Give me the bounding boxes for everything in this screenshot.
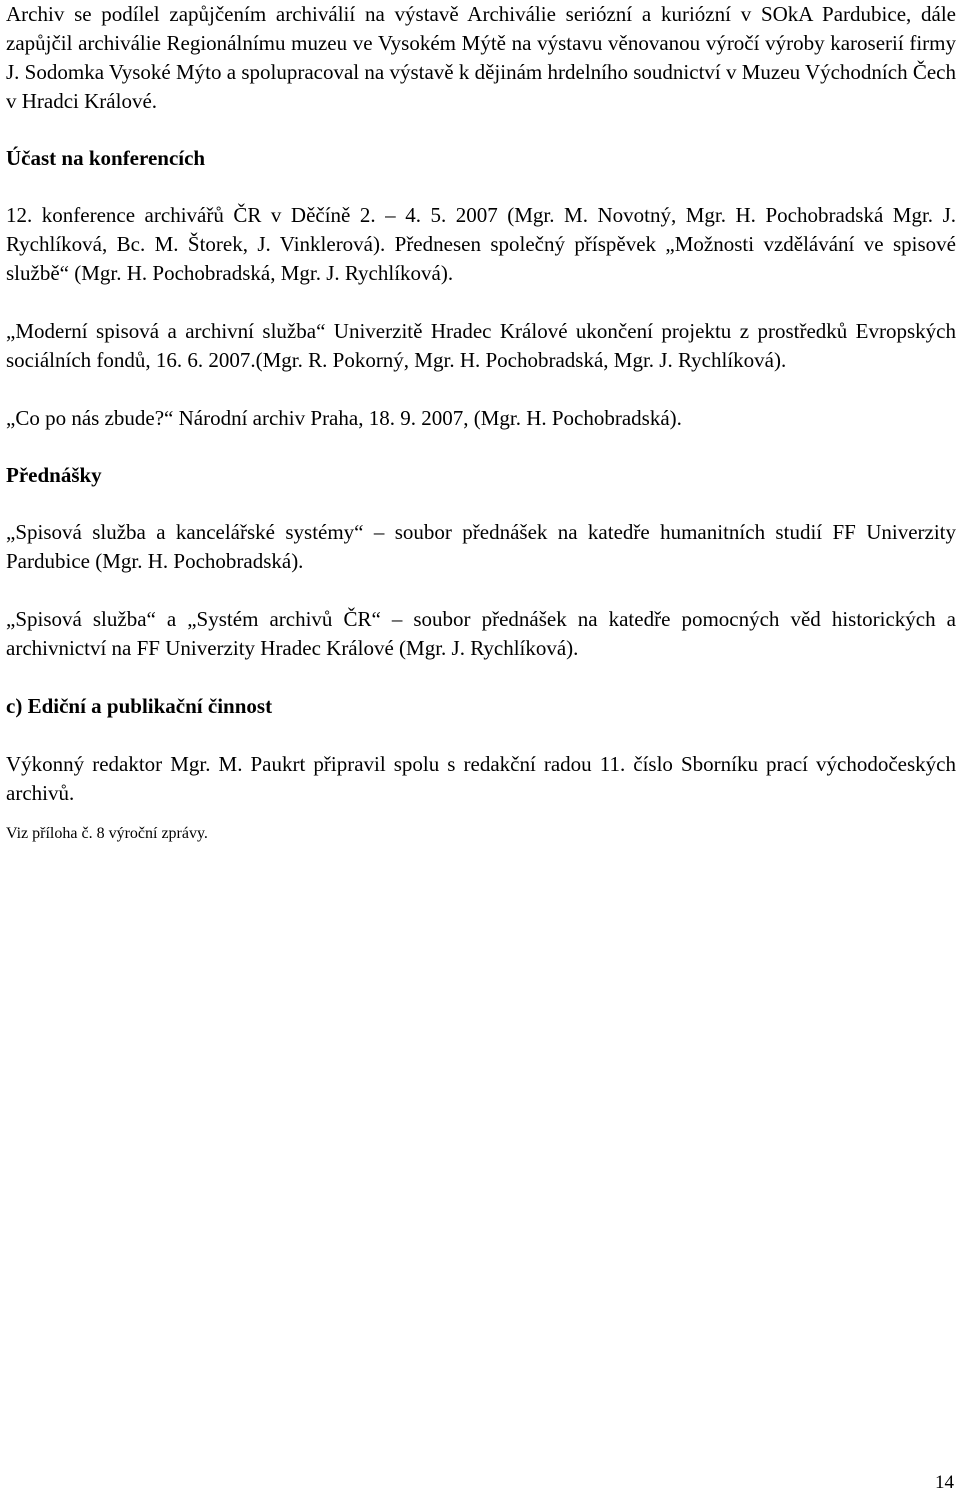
lectures-heading: Přednášky	[6, 463, 102, 487]
conference-item-3: „Co po nás zbude?“ Národní archiv Praha, 18. 9. 2007, (Mgr. H. Pochobradská).	[6, 406, 682, 430]
conference-item-2: „Moderní spisová a archivní služba“ Univerzitě Hradec Králové ukončení projektu z prostředků Evropských sociálních fondů, 16. 6. 2007.(Mgr. R. Pokorný, Mgr. H. Pochobradská, Mgr. J. Rychlíková).	[6, 319, 956, 372]
intro-paragraph: Archiv se podílel zapůjčením archiválií na výstavě Archiválie seriózní a kuriózní v SOkA Pardubice, dále zapůjčil archiválie Regionálnímu muzeu ve Vysokém Mýtě na výstavu věnovanou výročí výroby karoserií firmy J. Sodomka Vysoké Mýto a spolupracoval na výstavě k dějinám hrdelního soudnictví v Muzeu Východních Čech v Hradci Králové.	[6, 2, 956, 113]
conferences-heading: Účast na konferencích	[6, 146, 206, 170]
document-page	[6, 0, 956, 845]
lecture-item-2: „Spisová služba“ a „Systém archivů ČR“ – soubor přednášek na katedře pomocných věd historických a archivnictví na FF Univerzity Hradec Králové (Mgr. J. Rychlíková).	[6, 607, 956, 660]
annex-note: Viz příloha č. 8 výroční zprávy.	[6, 825, 208, 842]
editorial-heading: c) Ediční a publikační činnost	[6, 694, 273, 718]
editorial-paragraph: Výkonný redaktor Mgr. M. Paukrt připravil spolu s redakční radou 11. číslo Sborníku prací východočeských archivů.	[6, 752, 956, 805]
page-number: 14	[935, 1472, 954, 1493]
lecture-item-1: „Spisová služba a kancelářské systémy“ – soubor přednášek na katedře humanitních studií FF Univerzity Pardubice (Mgr. H. Pochobradská).	[6, 520, 956, 573]
conference-item-1: 12. konference archivářů ČR v Děčíně 2. – 4. 5. 2007 (Mgr. M. Novotný, Mgr. H. Pochobradská Mgr. J. Rychlíková, Bc. M. Štorek, J. Vinklerová). Přednesen společný příspěvek „Možnosti vzdělávání ve spisové službě“ (Mgr. H. Pochobradská, Mgr. J. Rychlíková).	[6, 203, 956, 285]
